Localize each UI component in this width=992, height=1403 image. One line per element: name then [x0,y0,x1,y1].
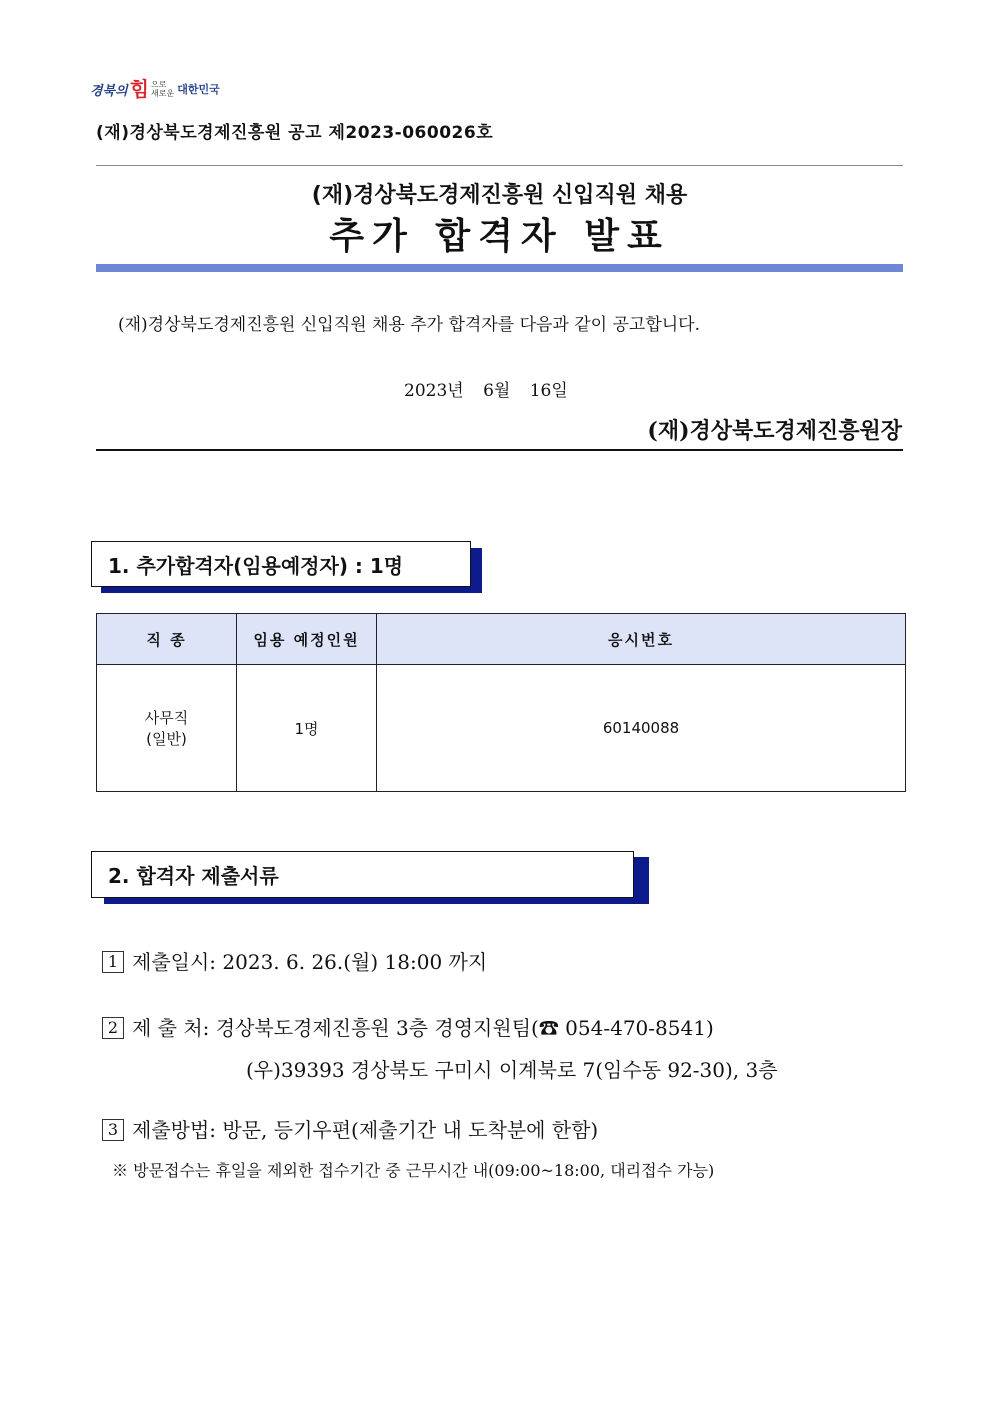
submit-item-deadline [102,946,487,975]
cell-job [97,665,237,792]
notice-number: (재)경상북도경제진흥원 공고 제2023-060026호 [96,123,494,143]
cell-count: 1명 [237,665,377,792]
section2-heading: 2. 합격자 제출서류 [108,864,279,888]
section2-heading-box [91,851,634,898]
cell-job-line2: (일반) [146,730,187,748]
item-text: 방문, 등기우편(제출기간 내 도착분에 한함) [222,1118,599,1142]
item-text: 2023. 6. 26.(월) 18:00 까지 [222,950,488,974]
item-text: 경상북도경제진흥원 3층 경영지원팀(☎ 054-470-8541) [215,1016,714,1040]
logo-slogan-country: 대한민국 [177,83,220,96]
table-row [97,665,906,792]
visit-note: ※ 방문접수는 휴일을 제외한 접수기간 중 근무시간 내(09:00~18:00, 대리접수 가능) [112,1161,715,1180]
submit-item-address: (우)39393 경상북도 구미시 이계북로 7(임수동 92-30), 3층 [246,1058,778,1082]
signer: (재)경상북도경제진흥원장 [647,418,902,444]
item-number: 3 [102,1119,124,1141]
logo-slogan-script: 경북의 [90,83,128,99]
submit-item-method [102,1114,598,1143]
submit-item-place [102,1012,714,1041]
logo [90,76,220,102]
table-header-row [97,614,906,665]
col-header-count: 임용 예정인원 [237,614,377,665]
cell-exam-no: 60140088 [377,665,906,792]
title-underline-bar [96,264,903,272]
item-number: 1 [102,951,124,973]
col-header-job: 직 종 [97,614,237,665]
logo-slogan-mark: 힘 [129,77,150,101]
signature-divider [96,449,903,451]
logo-slogan-bottom: 새로운 [151,89,175,98]
logo-slogan-top: 으로 [151,80,167,89]
item-label: 제출방법: [132,1118,217,1142]
top-divider [96,165,903,166]
section1-heading-box [91,541,471,587]
col-header-exam-no: 응시번호 [377,614,906,665]
results-table [96,613,906,792]
item-number: 2 [102,1017,124,1039]
item-label: 제 출 처: [132,1016,210,1040]
item-label: 제출일시: [132,950,217,974]
page-title: 추가 합격자 발표 [329,216,670,257]
intro-text: (재)경상북도경제진흥원 신입직원 채용 추가 합격자를 다음과 같이 공고합니다. [118,315,700,335]
section1-heading: 1. 추가합격자(임용예정자) : 1명 [108,553,404,578]
title-line1: (재)경상북도경제진흥원 신입직원 채용 [311,183,688,208]
announcement-date: 2023년 6월 16일 [404,381,568,401]
cell-job-line1: 사무직 [144,709,189,727]
